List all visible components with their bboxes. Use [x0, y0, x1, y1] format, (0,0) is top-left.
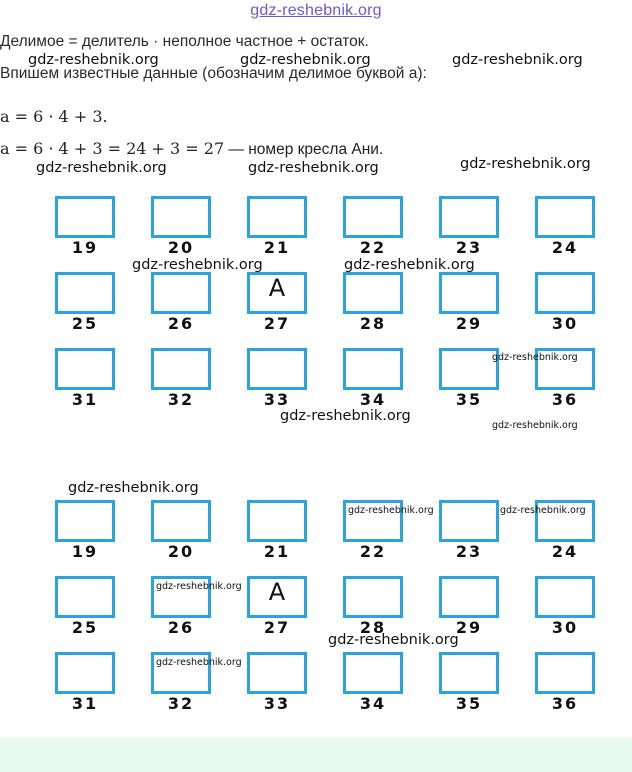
seat-box: [535, 652, 595, 694]
seat-box: [439, 652, 499, 694]
seat-number: 19: [71, 542, 99, 561]
seat-box: [439, 348, 499, 390]
seat: [151, 348, 211, 428]
seat: [55, 348, 115, 428]
seat-number: 20: [167, 238, 195, 257]
watermark: gdz-reshebnik.org: [492, 352, 578, 363]
watermark: gdz-reshebnik.org: [132, 257, 263, 273]
seat: [343, 652, 403, 732]
watermark: gdz-reshebnik.org: [328, 632, 459, 648]
equation-2: [0, 139, 383, 159]
seat-number: 22: [359, 542, 387, 561]
seat: [535, 196, 595, 276]
seat-number: 29: [455, 314, 483, 333]
equation-2-math: a = 6 · 4 + 3 = 24 + 3 = 27: [0, 139, 225, 158]
seat-number: 33: [263, 390, 291, 409]
seat-number: 32: [167, 694, 195, 713]
seat-box: [151, 196, 211, 238]
seat-number: 23: [455, 542, 483, 561]
seat: [439, 652, 499, 732]
seat-number: 30: [551, 618, 579, 637]
seat-number: 30: [551, 314, 579, 333]
watermark: gdz-reshebnik.org: [460, 156, 591, 172]
seat-box: [247, 500, 307, 542]
seat: [535, 652, 595, 732]
seat-number: 24: [551, 542, 579, 561]
seat: [535, 272, 595, 352]
seat-box: [55, 272, 115, 314]
seat: [151, 500, 211, 580]
watermark: gdz-reshebnik.org: [156, 581, 242, 592]
seat: [151, 272, 211, 352]
seat-number: 21: [263, 542, 291, 561]
seat-mark: А: [268, 274, 286, 302]
seat-box: [535, 272, 595, 314]
watermark: gdz-reshebnik.org: [156, 657, 242, 668]
seat-number: 33: [263, 694, 291, 713]
seat-box: [151, 348, 211, 390]
seat: [247, 272, 307, 352]
seat-box: [55, 576, 115, 618]
seat-box: [535, 576, 595, 618]
equation-1: a = 6 · 4 + 3.: [0, 107, 108, 126]
seat-number: 19: [71, 238, 99, 257]
watermark: gdz-reshebnik.org: [68, 480, 199, 496]
seat-box: [343, 348, 403, 390]
seat-number: 35: [455, 390, 483, 409]
seat-box: [55, 500, 115, 542]
seat-number: 32: [167, 390, 195, 409]
seat-box: [55, 652, 115, 694]
seat-box: [151, 500, 211, 542]
seat-number: 31: [71, 390, 99, 409]
seat-box: [439, 196, 499, 238]
watermark: gdz-reshebnik.org: [348, 505, 434, 516]
seat: [55, 196, 115, 276]
seat: [439, 272, 499, 352]
seat-box: [55, 196, 115, 238]
watermark: gdz-reshebnik.org: [28, 52, 159, 68]
seat: [247, 500, 307, 580]
seat-number: 35: [455, 694, 483, 713]
watermark: gdz-reshebnik.org: [492, 420, 578, 431]
seat: [439, 348, 499, 428]
seat-box: [343, 576, 403, 618]
equation-2-tail: — номер кресла Ани.: [224, 141, 384, 158]
seat-box: [247, 196, 307, 238]
seat-number: 26: [167, 618, 195, 637]
seat-number: 34: [359, 390, 387, 409]
seat: [439, 500, 499, 580]
seat-number: 22: [359, 238, 387, 257]
watermark: gdz-reshebnik.org: [248, 160, 379, 176]
watermark: gdz-reshebnik.org: [280, 408, 411, 424]
watermark: gdz-reshebnik.org: [500, 505, 586, 516]
watermark: gdz-reshebnik.org: [452, 52, 583, 68]
seat-number: 27: [263, 618, 291, 637]
seat: [535, 576, 595, 656]
seat: [55, 272, 115, 352]
seat-number: 23: [455, 238, 483, 257]
watermark: gdz-reshebnik.org: [344, 257, 475, 273]
seat: [343, 272, 403, 352]
seat-number: 34: [359, 694, 387, 713]
seat-box: [535, 196, 595, 238]
seat: [247, 652, 307, 732]
seat-box: [343, 272, 403, 314]
seat-number: 36: [551, 694, 579, 713]
instruction-text: Впишем известные данные (обозначим делимое буквой a):: [0, 65, 427, 82]
seat-number: 31: [71, 694, 99, 713]
watermark: gdz-reshebnik.org: [240, 52, 371, 68]
seat-number: 28: [359, 314, 387, 333]
footer-band: [0, 737, 632, 772]
seat-box: [439, 576, 499, 618]
seat-box: [247, 348, 307, 390]
seat: [55, 500, 115, 580]
seat: [55, 652, 115, 732]
seat-mark: А: [268, 578, 286, 606]
seat-number: 28: [359, 618, 387, 637]
seat-number: 36: [551, 390, 579, 409]
seat-number: 20: [167, 542, 195, 561]
seat-number: 27: [263, 314, 291, 333]
seat-box: [439, 500, 499, 542]
seat-number: 24: [551, 238, 579, 257]
seat-number: 25: [71, 618, 99, 637]
seat-box: [55, 348, 115, 390]
site-watermark-link[interactable]: gdz-reshebnik.org: [250, 2, 382, 19]
seat: [55, 576, 115, 656]
seat-box: [343, 196, 403, 238]
seat-box: [247, 652, 307, 694]
seat-number: 21: [263, 238, 291, 257]
seat-number: 26: [167, 314, 195, 333]
seat-box: [151, 272, 211, 314]
seat: [247, 576, 307, 656]
seat-box: [439, 272, 499, 314]
seat-number: 25: [71, 314, 99, 333]
watermark: gdz-reshebnik.org: [36, 160, 167, 176]
seat-number: 29: [455, 618, 483, 637]
division-rule-text: Делимое = делитель · неполное частное + остаток.: [0, 33, 369, 50]
seat-box: [343, 652, 403, 694]
